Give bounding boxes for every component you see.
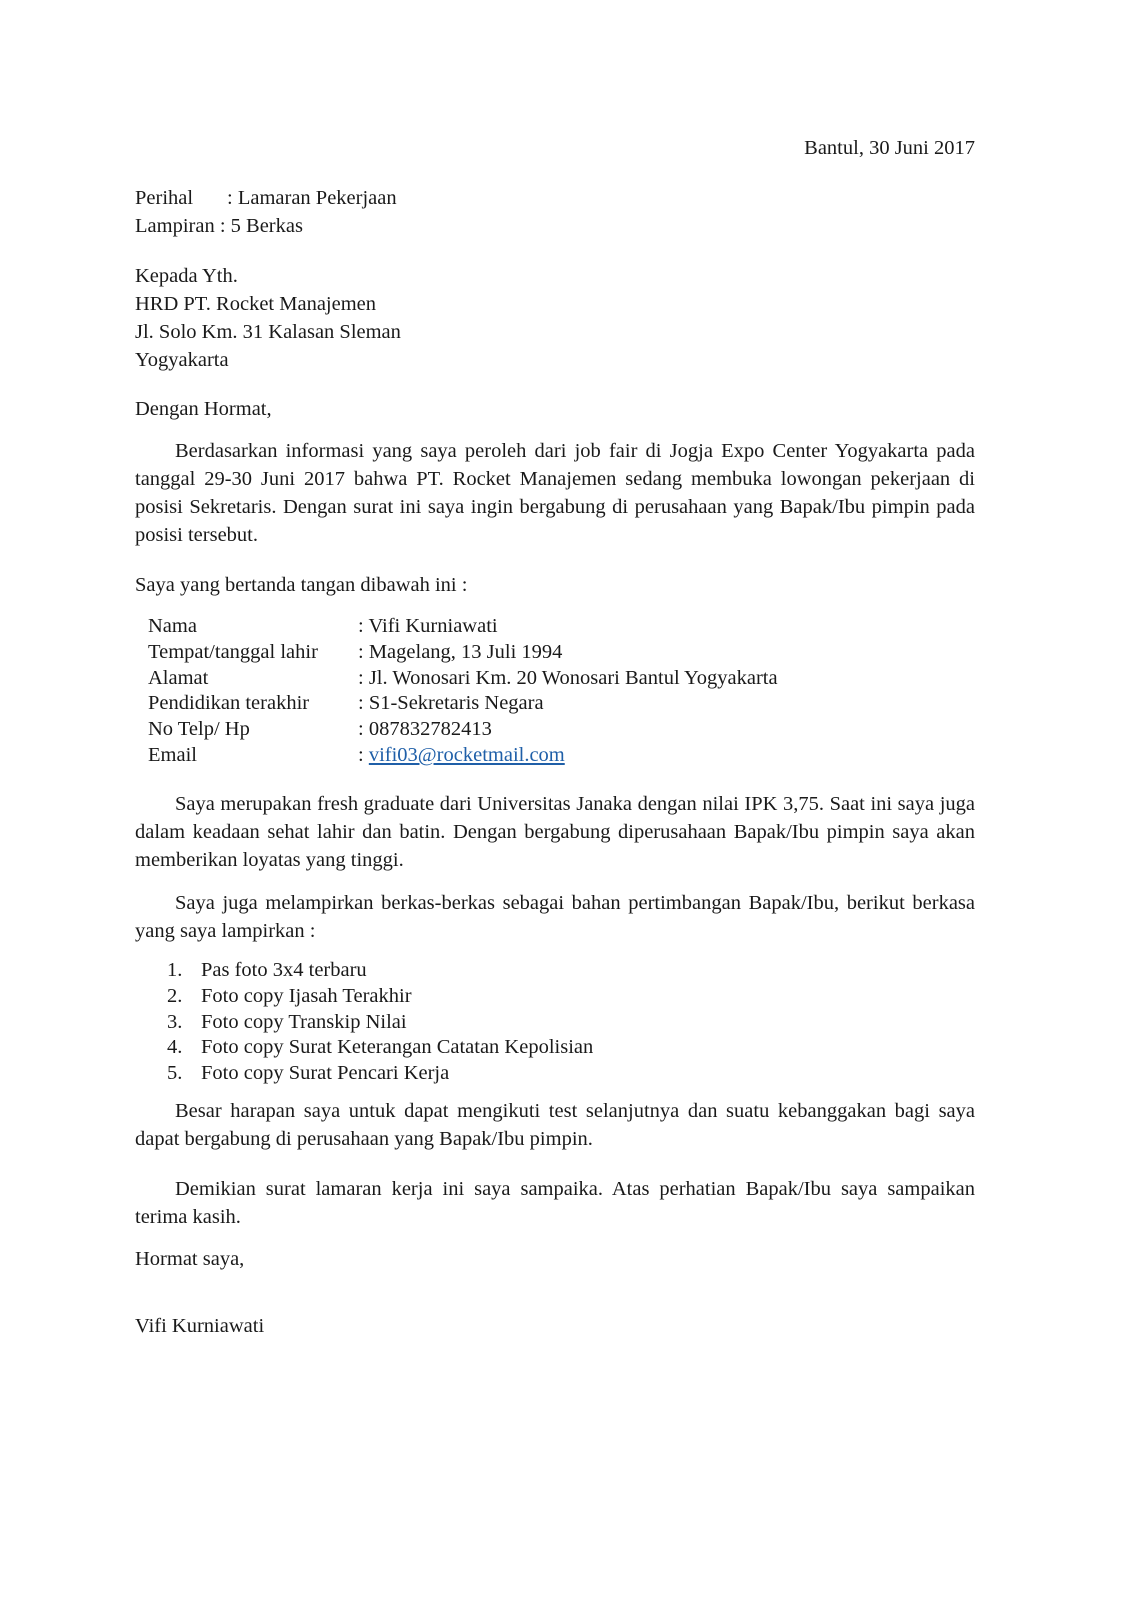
paragraph-text: Saya juga melampirkan berkas-berkas sebagai bahan pertimbangan Bapak/Ibu, berikut berkasa yang saya lampirkan : bbox=[135, 892, 975, 942]
info-label: Email bbox=[148, 743, 197, 766]
info-row-address bbox=[148, 666, 778, 692]
intro-signed: Saya yang bertanda tangan dibawah ini : bbox=[135, 574, 468, 596]
list-item bbox=[167, 1010, 593, 1036]
attachment-value: : 5 Berkas bbox=[219, 215, 303, 237]
place-date: Bantul, 30 Juni 2017 bbox=[804, 137, 975, 159]
info-value: : Magelang, 13 Juli 1994 bbox=[358, 640, 563, 663]
paragraph-text: Saya merupakan fresh graduate dari Universitas Janaka dengan nilai IPK 3,75. Saat ini saya juga dalam keadaan sehat lahir dan batin. Dengan bergabung diperusahaan Bapak/Ibu pimpin saya akan memberikan loyatas yang tinggi. bbox=[135, 793, 975, 871]
attachments-list bbox=[167, 958, 593, 1087]
paragraph-text: Berdasarkan informasi yang saya peroleh dari job fair di Jogja Expo Center Yogyakarta pada tanggal 29-30 Juni 2017 bahwa PT. Rocket Manajemen sedang membuka lowongan pekerjaan di posisi Sekretaris. Dengan surat ini saya ingin bergabung di perusahaan yang Bapak/Ibu pimpin pada posisi tersebut. bbox=[135, 440, 975, 546]
recipient-line: Yogyakarta bbox=[135, 349, 229, 371]
info-label: Alamat bbox=[148, 666, 209, 689]
recipient-line: HRD PT. Rocket Manajemen bbox=[135, 293, 377, 315]
paragraph-intro bbox=[135, 437, 975, 549]
paragraph-attachments bbox=[135, 889, 975, 945]
paragraph-closing bbox=[135, 1175, 975, 1231]
subject-label: Perihal bbox=[135, 187, 194, 209]
info-row-phone bbox=[148, 717, 778, 743]
paragraph-hope bbox=[135, 1097, 975, 1153]
list-item bbox=[167, 1061, 593, 1087]
subject-value: : Lamaran Pekerjaan bbox=[227, 187, 397, 209]
email-link[interactable]: vifi03@rocketmail.com bbox=[368, 743, 565, 766]
info-value: : Vifi Kurniawati bbox=[358, 615, 498, 637]
list-number: 2. bbox=[167, 984, 183, 1007]
info-row-name bbox=[148, 614, 778, 640]
paragraph-text: Demikian surat lamaran kerja ini saya sampaika. Atas perhatian Bapak/Ibu saya sampaikan terima kasih. bbox=[135, 1178, 975, 1228]
info-value: : Jl. Wonosari Km. 20 Wonosari Bantul Yogyakarta bbox=[358, 666, 778, 689]
info-value: : S1-Sekretaris Negara bbox=[358, 692, 544, 715]
info-row-email bbox=[148, 743, 778, 769]
attachment-label: Lampiran bbox=[135, 215, 215, 237]
list-text: Pas foto 3x4 terbaru bbox=[201, 959, 367, 981]
info-value: : 087832782413 bbox=[358, 718, 492, 741]
list-number: 3. bbox=[167, 1010, 183, 1033]
info-row-education bbox=[148, 691, 778, 717]
list-text: Foto copy Surat Pencari Kerja bbox=[201, 1062, 450, 1085]
list-text: Foto copy Surat Keterangan Catatan Kepolisian bbox=[201, 1036, 594, 1059]
list-item bbox=[167, 1035, 593, 1061]
list-item bbox=[167, 958, 593, 984]
closing: Hormat saya, bbox=[135, 1248, 245, 1270]
recipient-line: Kepada Yth. bbox=[135, 265, 238, 287]
attachment-line bbox=[135, 212, 303, 240]
info-label: No Telp/ Hp bbox=[148, 718, 250, 741]
paragraph-text: Besar harapan saya untuk dapat mengikuti test selanjutnya dan suatu kebanggakan bagi saya dapat bergabung di perusahaan yang Bapak/Ibu pimpin. bbox=[135, 1100, 975, 1150]
info-label: Pendidikan terakhir bbox=[148, 692, 310, 715]
recipient-line: Jl. Solo Km. 31 Kalasan Sleman bbox=[135, 321, 401, 343]
list-text: Foto copy Ijasah Terakhir bbox=[201, 984, 412, 1007]
info-label: Nama bbox=[148, 615, 197, 637]
list-item bbox=[167, 984, 593, 1010]
list-number: 5. bbox=[167, 1062, 183, 1085]
list-number: 1. bbox=[167, 959, 183, 981]
paragraph-qualifications bbox=[135, 790, 975, 874]
subject-line bbox=[135, 184, 397, 212]
info-label: Tempat/tanggal lahir bbox=[148, 640, 318, 663]
info-row-birth bbox=[148, 640, 778, 666]
email-prefix: : bbox=[358, 743, 369, 766]
salutation: Dengan Hormat, bbox=[135, 398, 272, 420]
list-text: Foto copy Transkip Nilai bbox=[201, 1010, 407, 1033]
signature-name: Vifi Kurniawati bbox=[135, 1315, 265, 1337]
list-number: 4. bbox=[167, 1036, 183, 1059]
personal-info bbox=[148, 614, 778, 769]
